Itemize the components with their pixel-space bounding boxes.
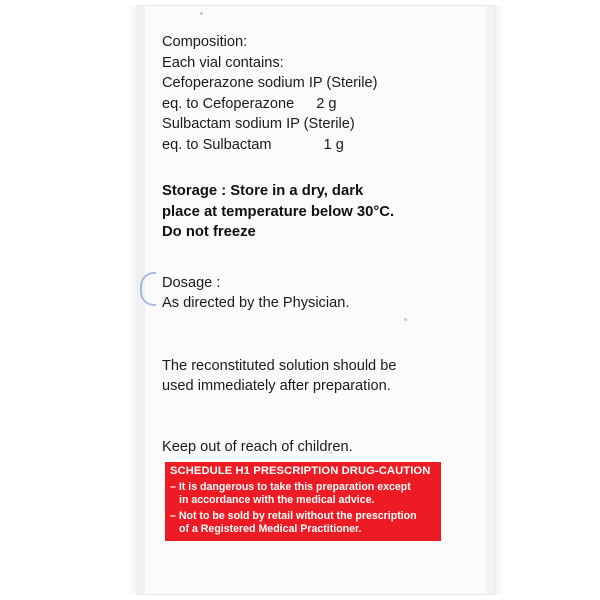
schedule-h1-line-3: – Not to be sold by retail without the prescription <box>170 510 417 522</box>
composition-heading: Composition: <box>162 34 248 50</box>
dosage-heading: Dosage : <box>162 274 221 291</box>
schedule-h1-line-1: – It is dangerous to take this preparation except <box>170 481 411 493</box>
reconstitution-line-2: used immediately after preparation. <box>162 378 391 394</box>
paper-speck <box>200 12 203 15</box>
composition-item-4-label: eq. to Sulbactam <box>162 136 272 153</box>
children-warning-section <box>162 437 472 458</box>
storage-line-1: Storage : Store in a dry, dark <box>162 183 364 199</box>
children-warning-text: Keep out of reach of children. <box>162 438 353 455</box>
composition-item-4 <box>162 135 472 156</box>
blue-print-mark-icon <box>140 272 156 306</box>
composition-section <box>162 32 472 155</box>
schedule-h1-title: SCHEDULE H1 PRESCRIPTION DRUG-CAUTION <box>170 465 431 477</box>
carton-right-shadow <box>494 6 504 594</box>
label-text-content <box>162 32 472 457</box>
composition-item-4-value: 1 g <box>323 136 344 153</box>
composition-item-2-value: 2 g <box>316 95 337 112</box>
composition-item-3: Sulbactam sodium IP (Sterile) <box>162 116 355 132</box>
dosage-text: As directed by the Physician. <box>162 295 350 311</box>
schedule-h1-warning-box <box>165 462 441 541</box>
composition-item-2-label: eq. to Cefoperazone <box>162 95 295 112</box>
storage-line-2: place at temperature below 30°C. <box>162 203 395 220</box>
storage-section <box>162 181 472 243</box>
schedule-h1-line-2: in accordance with the medical advice. <box>179 494 375 506</box>
composition-subheading: Each vial contains: <box>162 54 284 71</box>
reconstitution-line-1: The reconstituted solution should be <box>162 357 397 374</box>
composition-item-2 <box>162 94 472 115</box>
dosage-section <box>162 273 472 314</box>
composition-item-1: Cefoperazone sodium IP (Sterile) <box>162 75 378 91</box>
storage-line-3: Do not freeze <box>162 224 256 240</box>
carton-right-edge <box>486 6 494 594</box>
schedule-h1-line-4: of a Registered Medical Practitioner. <box>179 523 362 535</box>
carton-left-shadow <box>128 6 138 594</box>
reconstitution-section <box>162 356 472 397</box>
